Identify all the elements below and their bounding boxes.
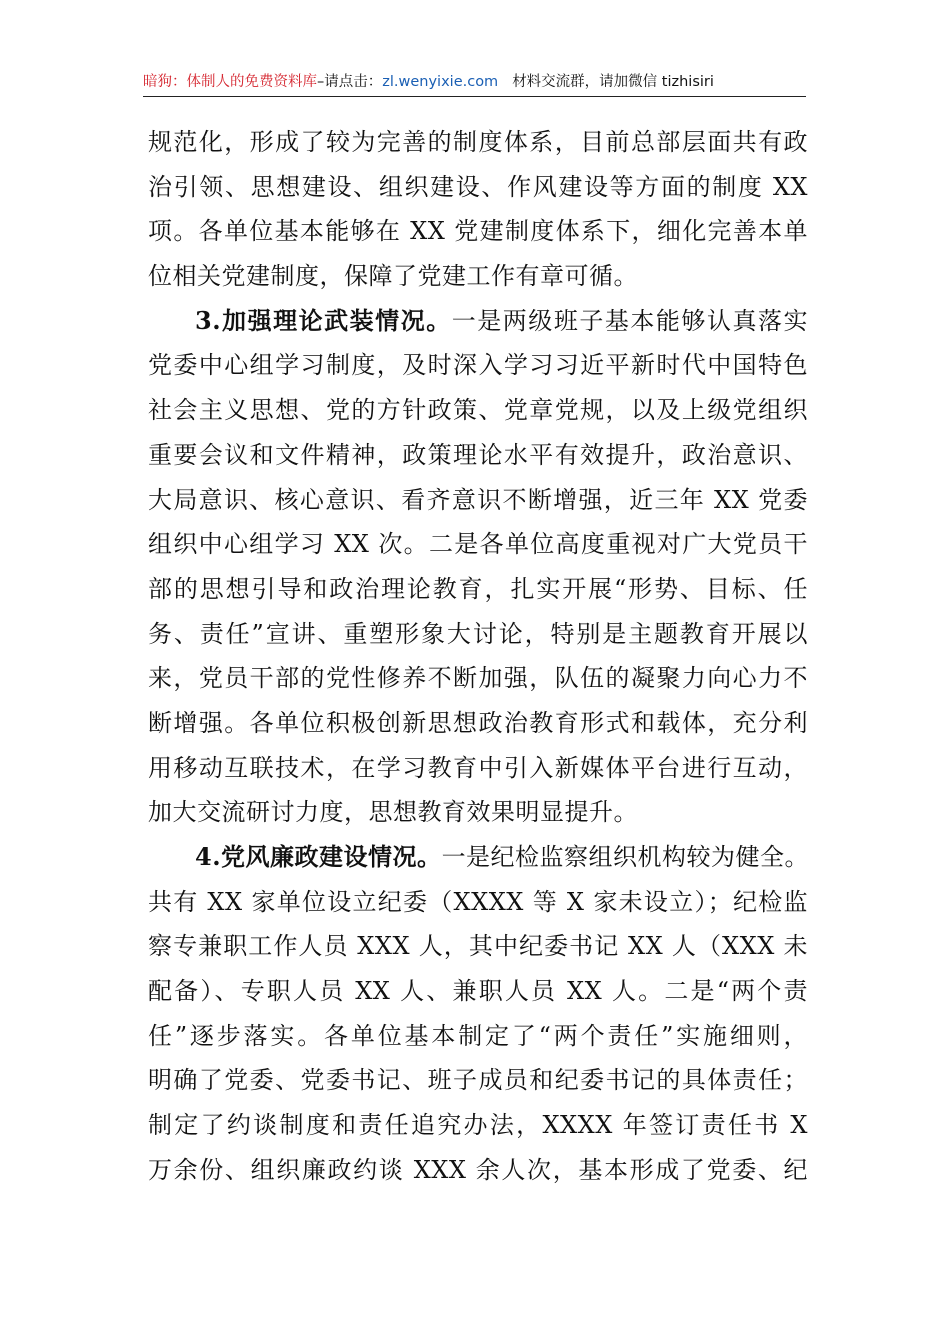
heading-line-text: 一是两级班子基本能够认真落实 (451, 306, 808, 335)
text-line-with-heading (148, 835, 808, 880)
text-line: 共有 XX 家单位设立纪委（XXXX 等 X 家未设立）；纪检监 (148, 887, 808, 916)
text-line: 用移动互联技术，在学习教育中引入新媒体平台进行互动， (148, 753, 808, 782)
text-line: 重要会议和文件精神，政策理论水平有效提升，政治意识、 (148, 440, 808, 469)
text-line: 来，党员干部的党性修养不断加强，队伍的凝聚力向心力不 (148, 664, 808, 693)
section-heading-4: 4.党风廉政建设情况。 (195, 842, 442, 871)
text-line: 断增强。各单位积极创新思想政治教育形式和载体，充分利 (148, 708, 808, 737)
paragraph-clean-governance (148, 835, 808, 1193)
text-line: 部的思想引导和政治理论教育，扎实开展“形势、目标、任 (148, 574, 808, 603)
text-line: 察专兼职工作人员 XXX 人，其中纪委书记 XX 人（XXX 未 (148, 932, 808, 961)
header-promo-text: 暗狗：体制人的免费资料库 (143, 74, 317, 90)
text-line: 任”逐步落实。各单位基本制定了“两个责任”实施细则， (148, 1021, 808, 1050)
text-line-with-heading (148, 299, 808, 344)
section-heading-3: 3.加强理论武装情况。 (195, 305, 452, 335)
text-line: 明确了党委、党委书记、班子成员和纪委书记的具体责任； (148, 1066, 808, 1095)
text-line: 务、责任”宣讲、重塑形象大讨论，特别是主题教育开展以 (148, 619, 808, 648)
text-line: 位相关党建制度，保障了党建工作有章可循。 (148, 262, 638, 291)
paragraph-institution-building (148, 120, 808, 299)
document-body (148, 120, 808, 1193)
text-line: 万余份、组织廉政约谈 XXX 余人次，基本形成了党委、纪 (148, 1155, 808, 1184)
text-line: 社会主义思想、党的方针政策、党章党规，以及上级党组织 (148, 396, 808, 425)
paragraph-theory-arming (148, 299, 808, 835)
text-line: 党委中心组学习制度，及时深入学习习近平新时代中国特色 (148, 351, 808, 380)
text-line: 制定了约谈制度和责任追究办法，XXXX 年签订责任书 X (148, 1111, 808, 1140)
text-line: 规范化，形成了较为完善的制度体系，目前总部层面共有政 (148, 128, 808, 156)
header-contact-text: 材料交流群，请加微信 tizhisiri (512, 74, 714, 90)
text-line: 加大交流研讨力度，思想教育效果明显提升。 (148, 798, 638, 827)
watermark-header (143, 70, 806, 96)
header-website-link[interactable]: zl.wenyixie.com (382, 74, 499, 90)
heading-line-text: 一是纪检监察组织机构较为健全。 (441, 843, 810, 871)
text-line: 治引领、思想建设、组织建设、作风建设等方面的制度 XX (148, 172, 808, 201)
text-line: 组织中心组学习 XX 次。二是各单位高度重视对广大党员干 (148, 530, 808, 559)
header-divider (143, 96, 806, 97)
header-separator: –请点击： (317, 74, 383, 90)
text-line: 项。各单位基本能够在 XX 党建制度体系下，细化完善本单 (148, 217, 808, 246)
text-line: 配备）、专职人员 XX 人、兼职人员 XX 人。二是“两个责 (148, 977, 808, 1006)
text-line: 大局意识、核心意识、看齐意识不断增强，近三年 XX 党委 (148, 485, 808, 514)
